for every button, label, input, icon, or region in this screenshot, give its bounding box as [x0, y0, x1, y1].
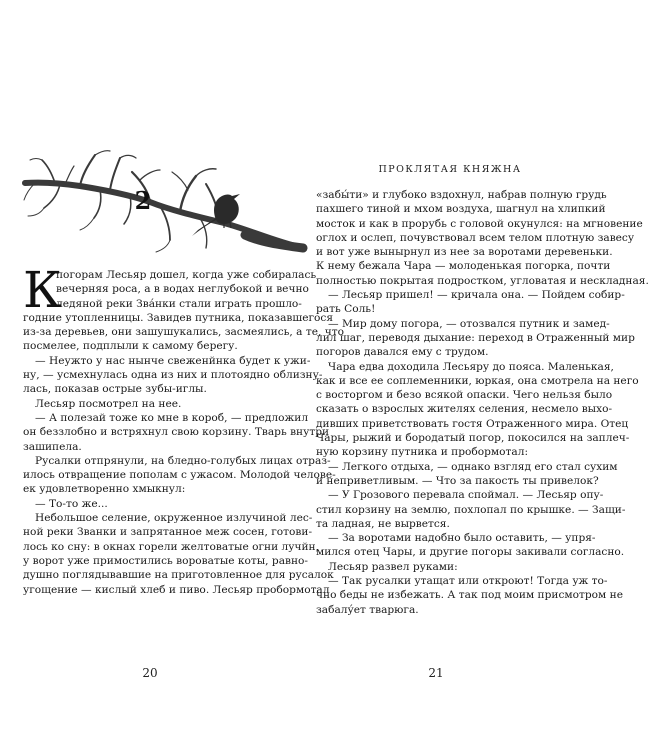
text-line: вечерняя роса, а в водах неглубокой и вечно	[56, 283, 309, 296]
text-line: мосток и как в прорубь с головой окунулся: на мгновение	[316, 217, 643, 230]
text-line: та ладная, не вырвется.	[316, 517, 450, 530]
right-page	[300, 0, 649, 750]
text-line: из-за деревьев, они зашушукались, засмеялись, а те, что	[23, 326, 344, 339]
branch-with-crow-illustration	[20, 150, 305, 260]
text-line: Лесьяр посмотрел на нее.	[35, 397, 182, 410]
text-line: — За воротами надобно было оставить, — упря-	[328, 532, 596, 545]
text-line: — А полезай тоже ко мне в короб, — предложил	[35, 411, 309, 424]
text-line: погоров давался ему с трудом.	[316, 346, 489, 359]
page-number-right: 21	[428, 666, 444, 680]
text-line: как и все ее соплеменники, юркая, она смотрела на него	[316, 374, 639, 387]
text-line: мился отец Чары, и другие погоры закивали согласно.	[316, 546, 625, 559]
text-line: у ворот уже примостились вороватые коты, равно-	[23, 554, 308, 567]
text-line: Русалки отпрянули, на бледно-голубых лицах отраз-	[35, 454, 331, 467]
text-line: ледяной реки Зва́нки стали играть прошло-	[56, 297, 302, 310]
text-line: — Неужто у нас нынче свеженйнка будет к ужи-	[35, 354, 311, 367]
text-line: Небольшое селение, окруженное излучиной лес-	[35, 512, 313, 525]
text-line: ну, — усмехнулась одна из них и плотоядно облизну-	[23, 369, 323, 382]
text-line: с восторгом и безо всякой опаски. Чего нельзя было	[316, 389, 613, 402]
text-line: сказать о взрослых жителях селения, несмело выхо-	[316, 403, 613, 416]
right-body-text	[316, 188, 649, 617]
text-line: и вот уже вынырнул из нее за воротами деревеньки.	[316, 246, 613, 259]
text-line: — У Грозового перевала споймал. — Лесьяр опу-	[328, 489, 604, 502]
text-line: лась, показав острые зубы-иглы.	[23, 383, 207, 396]
text-line: К нему бежала Чара — молоденькая погорка, почти	[316, 260, 611, 273]
text-line: Лесьяр развел руками:	[328, 560, 458, 573]
text-line: «забы́ти» и глубоко вздохнул, набрав полную грудь	[316, 189, 607, 201]
text-line: зашипела.	[23, 440, 82, 453]
text-line: душно поглядывавшие на приготовленное для русалок	[23, 569, 334, 582]
text-line: — Легкого отдыха, — однако взгляд его стал сухим	[328, 460, 618, 473]
text-line: годние утопленницы. Завидев путника, показавшегося	[23, 311, 334, 324]
text-line: илось отвращение пополам с ужасом. Молодой челове-	[23, 469, 336, 482]
drop-cap: К	[23, 261, 62, 319]
text-line: — Лесьяр пришел! — кричала она. — Пойдем собир-	[328, 289, 625, 302]
text-line: он беззлобно и встряхнул свою корзину. Тварь внутри	[23, 426, 330, 439]
chapter-number: 2	[134, 186, 152, 215]
text-line: лось ко сну: в окнах горели желтоватые огни лучйн,	[23, 540, 319, 553]
text-line: лил шаг, переводя дыхание: переход в Отраженный мир	[316, 331, 635, 344]
text-line: Чара едва доходила Лесьяру до пояса. Маленькая,	[328, 360, 614, 373]
text-line: ной реки Званки и запрятанное меж сосен, готови-	[23, 526, 313, 539]
text-line: стил корзину на землю, похлопал по крышке. — Защи-	[316, 503, 626, 516]
text-line: — То-то же...	[35, 497, 108, 510]
text-line: — Так русалки утащат или откроют! Тогда уж то-	[328, 575, 608, 588]
text-line: ную корзину путника и пробормотал:	[316, 446, 529, 459]
text-line: ек удовлетворенно хмыкнул:	[23, 483, 186, 496]
text-line: посмелее, подплыли к самому берегу.	[23, 340, 238, 353]
text-line: забалу́ет тварюга.	[316, 603, 419, 616]
text-line: оглох и ослеп, почувствовал всем телом плотную завесу	[316, 231, 635, 244]
text-line: — Мир дому погора, — отозвался путник и замед-	[328, 317, 610, 330]
text-line: Чары, рыжий и бородатый погор, покосился на заплеч-	[316, 432, 630, 445]
text-line: пахшего тиной и мхом воздуха, шагнул на хлипкий	[316, 203, 606, 216]
running-head: ПРОКЛЯТАЯ КНЯЖНА	[378, 164, 522, 175]
text-line: чно беды не избежать. А так под моим присмотром не	[316, 589, 623, 602]
text-line: и неприветливым. — Что за пакость ты привелок?	[316, 474, 599, 487]
left-body-text	[23, 261, 344, 597]
text-line: рать Соль!	[316, 303, 376, 316]
text-line: полностью покрытая подростком, угловатая и нескладная.	[316, 274, 649, 287]
text-line: угощение — кислый хлеб и пиво. Лесьяр пробормотал	[23, 583, 330, 596]
page-number-left: 20	[142, 666, 158, 680]
text-line: погорам Лесьяр дошел, когда уже собиралась	[56, 269, 317, 281]
text-line: дивших приветствовать гостя Отраженного мира. Отец	[316, 417, 629, 430]
